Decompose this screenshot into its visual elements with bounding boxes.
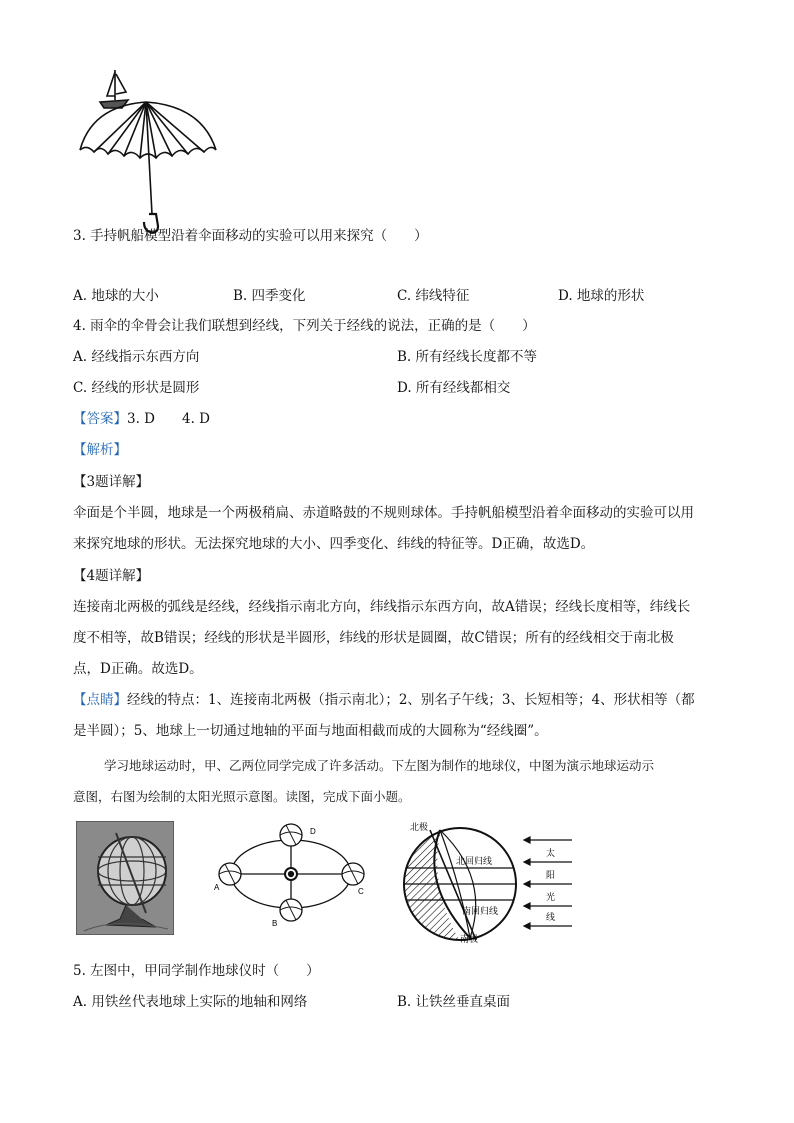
orbit-diagram (208, 820, 374, 934)
detail-4-line-1: 连接南北两极的弧线是经线，经线指示南北方向，纬线指示东西方向，故A错误；经线长度相等，纬线长 (73, 599, 691, 615)
question-5-stem: 5. 左图中，甲同学制作地球仪时（ ） (73, 963, 320, 979)
orbit-label-a: A (214, 883, 220, 892)
sailboat-icon (100, 70, 128, 108)
tropic-south-label: 南回归线 (462, 906, 499, 916)
sunlight-label-1: 太 (546, 848, 556, 858)
sunlight-label-3: 光 (546, 892, 556, 902)
tip-text-1: 经线的特点：1、连接南北两极（指示南北）；2、别名子午线；3、长短相等；4、形状相等（都 (127, 692, 695, 708)
orbit-label-c: C (358, 887, 364, 896)
analysis-label: 【解析】 (73, 442, 127, 458)
answer-line (73, 409, 210, 429)
detail-4-line-2: 度不相等，故B错误；经线的形状是半圆形，纬线的形状是圆圈，故C错误；所有的经线相交于南北极 (73, 630, 674, 646)
north-pole-label: 北极 (410, 822, 429, 832)
q4-option-d: D. 所有经线都相交 (397, 380, 511, 396)
detail-3-line-2: 来探究地球的形状。无法探究地球的大小、四季变化、纬线的特征等。D正确，故选D。 (73, 536, 595, 552)
q4-option-c: C. 经线的形状是圆形 (73, 380, 200, 396)
answer-label: 【答案】 (73, 411, 127, 427)
q4-option-b: B. 所有经线长度都不等 (397, 349, 538, 365)
globe-photo (76, 821, 174, 935)
intro-line-2: 意图，右图为绘制的太阳光照示意图。读图，完成下面小题。 (73, 789, 411, 804)
detail-3-heading: 【3题详解】 (73, 474, 150, 490)
q3-option-b: B. 四季变化 (233, 288, 306, 304)
detail-4-heading: 【4题详解】 (73, 568, 150, 584)
q5-option-b: B. 让铁丝垂直桌面 (397, 994, 511, 1010)
tip-label: 【点睛】 (73, 692, 127, 708)
q4-option-a: A. 经线指示东西方向 (73, 349, 200, 365)
orbit-label-d: D (310, 827, 316, 836)
detail-3-line-1: 伞面是个半圆，地球是一个两极稍扁、赤道略鼓的不规则球体。手持帆船模型沿着伞面移动的实验可以用 (73, 505, 694, 521)
tropic-north-label: 北回归线 (456, 856, 493, 866)
q3-option-d: D. 地球的形状 (558, 288, 645, 304)
intro-line-1: 学习地球运动时，甲、乙两位同学完成了许多活动。下左图为制作的地球仪，中图为演示地球运动示 (104, 758, 655, 773)
orbit-label-b: B (272, 919, 278, 928)
sunlight-diagram (400, 818, 580, 944)
tip-line-1 (73, 690, 695, 710)
south-pole-label: 南极 (460, 934, 479, 944)
sunlight-label-2: 阳 (546, 870, 556, 880)
answer-text: 3. D 4. D (127, 411, 210, 427)
question-4-stem: 4. 雨伞的伞骨会让我们联想到经线，下列关于经线的说法，正确的是（ ） (73, 318, 536, 334)
q5-option-a: A. 用铁丝代表地球上实际的地轴和网络 (73, 994, 308, 1010)
question-3-stem: 3. 手持帆船模型沿着伞面移动的实验可以用来探究（ ） (73, 228, 428, 244)
q3-option-a: A. 地球的大小 (73, 288, 159, 304)
q3-option-c: C. 纬线特征 (397, 288, 470, 304)
sunlight-label-4: 线 (546, 912, 556, 922)
tip-line-2: 是半圆）；5、地球上一切通过地轴的平面与地面相截而成的大圆称为“经线圈”。 (73, 723, 548, 739)
umbrella-illustration (70, 66, 230, 238)
detail-4-line-3: 点，D正确。故选D。 (73, 661, 203, 677)
